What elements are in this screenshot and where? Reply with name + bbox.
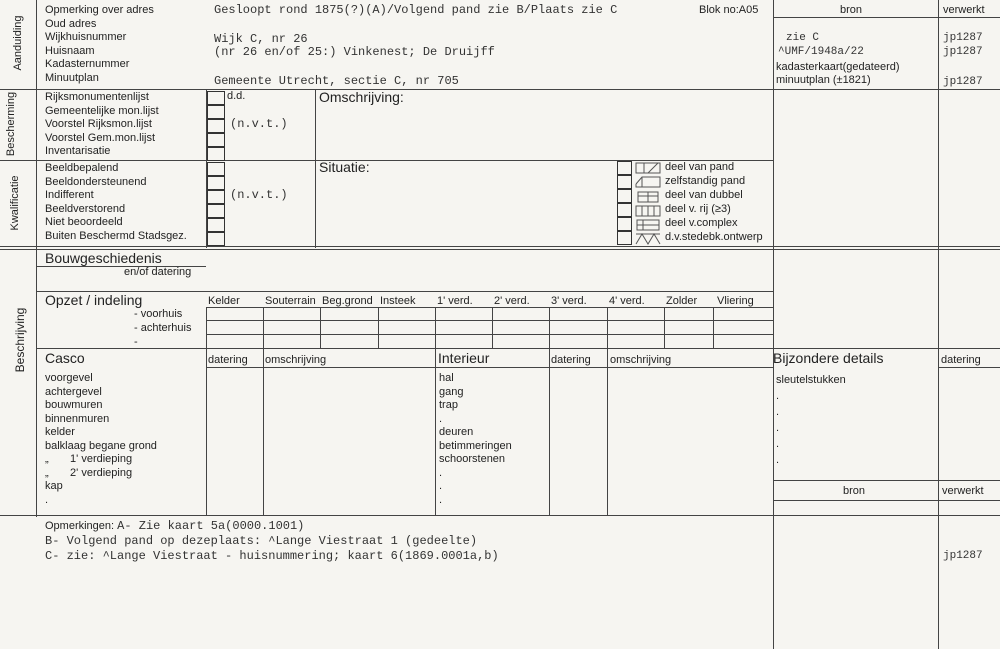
checkbox-indifferent[interactable] [207, 190, 225, 204]
field-wijkhuisnummer: Wijkhuisnummer [45, 31, 127, 43]
checkbox-buiten-beschermd[interactable] [207, 232, 225, 246]
field-opmerking-adres: Opmerking over adres [45, 4, 154, 16]
house-double-icon [638, 192, 658, 202]
field-voorstel-gem-mon-lijst: Voorstel Gem.mon.lijst [45, 131, 156, 144]
interieur-item: . [439, 412, 443, 425]
opzet-col-2-verd: 2' verd. [494, 295, 530, 307]
aanduiding-fields [45, 4, 154, 85]
interieur-item: trap [439, 399, 458, 411]
source-bron-3: kadasterkaart(gedateerd) [776, 61, 900, 73]
interieur-item: . [439, 480, 443, 492]
checkbox-stedebk-ontwerp[interactable] [617, 231, 632, 245]
situatie-stedebk-ontwerp: d.v.stedebk.ontwerp [665, 231, 763, 243]
situatie-options [665, 160, 763, 244]
value-opmerking: Gesloopt rond 1875(?)(A)/Volgend pand zie B/Plaats zie C [214, 3, 618, 17]
house-complex-icon [637, 220, 659, 230]
casco-label: Casco [45, 350, 85, 366]
interieur-item: hal [439, 372, 454, 384]
omschrijving-label: Omschrijving: [319, 89, 404, 105]
situatie-deel-van-dubbel: deel van dubbel [665, 189, 743, 201]
checkbox-beeldbepalend[interactable] [207, 162, 225, 176]
opmerkingen-verwerkt: jp1287 [943, 550, 983, 562]
source-bron-4: minuutplan (±1821) [776, 74, 871, 86]
bijzondere-item: . [776, 390, 780, 402]
bijzondere-item: . [776, 454, 780, 466]
bijzondere-item: . [776, 438, 780, 450]
blok-number [699, 4, 758, 17]
bescherming-fields [45, 91, 159, 159]
interieur-item: deuren [439, 426, 474, 438]
bijzondere-item: . [776, 406, 780, 418]
value-minuutplan: Gemeente Utrecht, sectie C, nr 705 [214, 74, 459, 88]
situatie-icons [634, 160, 664, 246]
checkbox-rijksmonumentenlijst[interactable] [207, 91, 225, 105]
casco-item: bouwmuren [45, 399, 103, 411]
casco-item: „ 2' verdieping [45, 466, 133, 479]
opzet-row-voorhuis: - voorhuis [134, 308, 183, 320]
house-detached-icon [636, 177, 660, 187]
opzet-label: Opzet / indeling [45, 292, 143, 308]
kwalificatie-fields [45, 162, 187, 243]
field-inventarisatie: Inventarisatie [45, 145, 111, 157]
casco-omschrijving-header: omschrijving [265, 354, 327, 366]
opmerking-a: A- Zie kaart 5a(0000.1001) [117, 519, 305, 533]
opzet-row-achterhuis: - achterhuis [134, 322, 192, 334]
checkbox-deel-v-rij[interactable] [617, 203, 632, 217]
bijzondere-item: . [776, 422, 780, 434]
field-voorstel-rijksmon-lijst: Voorstel Rijksmon.lijst [45, 118, 152, 130]
checkbox-gemeentelijke[interactable] [207, 105, 225, 119]
section-label-beschrijving: Beschrijving [13, 307, 27, 373]
casco-item: „ 1' verdieping [45, 453, 133, 465]
opmerking-b: B- Volgend pand op dezeplaats: ^Lange Viestraat 1 (gedeelte) [45, 534, 478, 548]
datering-sub-label: en/of datering [124, 266, 192, 278]
checkbox-beeldondersteunend[interactable] [207, 176, 225, 190]
section-label-aanduiding: Aanduiding [12, 15, 24, 71]
house-part-icon [636, 163, 660, 173]
opzet-col-insteek: Insteek [380, 295, 416, 307]
opzet-col-4-verd: 4' verd. [609, 295, 645, 307]
field-gemeentelijke-mon-lijst: Gemeentelijke mon.lijst [45, 104, 159, 117]
opzet-col-3-verd: 3' verd. [551, 295, 587, 307]
situatie-deel-van-pand: deel van pand [665, 161, 735, 173]
opmerkingen-line-a [45, 519, 304, 533]
casco-items [45, 372, 157, 507]
value-huisnaam: (nr 26 en/of 25:) Vinkenest; De Druijff [214, 45, 495, 59]
field-beeldondersteunend: Beeldondersteunend [45, 175, 147, 188]
field-kadasternummer: Kadasternummer [45, 58, 130, 70]
blok-value: A05 [738, 4, 759, 16]
field-huisnaam: Huisnaam [45, 44, 95, 57]
checkbox-niet-beoordeeld[interactable] [207, 218, 225, 232]
dd-label: d.d. [227, 90, 246, 102]
bijzondere-items [776, 372, 846, 468]
bouwgeschiedenis-label: Bouwgeschiedenis [45, 250, 162, 266]
casco-item: binnenmuren [45, 412, 110, 425]
opzet-col-vliering: Vliering [717, 295, 754, 307]
source-verwerkt-4: jp1287 [943, 76, 983, 88]
opzet-row-blank: - [134, 336, 138, 348]
casco-item: . [45, 493, 49, 506]
checkbox-voorstel-gem[interactable] [207, 133, 225, 147]
situatie-deel-v-complex: deel v.complex [665, 217, 738, 229]
header-verwerkt: verwerkt [943, 4, 985, 16]
casco-datering-header: datering [208, 354, 248, 366]
opmerkingen-label: Opmerkingen: [45, 520, 115, 532]
footer-verwerkt-header: verwerkt [942, 485, 984, 497]
source-verwerkt-1: jp1287 [943, 32, 983, 44]
interieur-omschrijving-header: omschrijving [610, 354, 672, 366]
source-bron-2: ^UMF/1948a/22 [778, 46, 864, 58]
bescherming-value: (n.v.t.) [230, 117, 288, 131]
checkbox-voorstel-rijks[interactable] [207, 119, 225, 133]
field-minuutplan: Minuutplan [45, 71, 99, 84]
interieur-item: betimmeringen [439, 439, 512, 452]
situatie-zelfstandig-pand: zelfstandig pand [665, 175, 746, 187]
urban-plan-icon [636, 234, 660, 244]
opzet-col-1-verd: 1' verd. [437, 295, 473, 307]
header-bron: bron [840, 4, 863, 16]
interieur-label: Interieur [438, 350, 490, 366]
casco-item: kelder [45, 426, 75, 438]
interieur-item: gang [439, 385, 464, 398]
bijzondere-datering-header: datering [941, 354, 981, 366]
checkbox-zelfstandig-pand[interactable] [617, 175, 632, 189]
interieur-items [439, 372, 512, 507]
interieur-datering-header: datering [551, 354, 591, 366]
checkbox-deel-v-complex[interactable] [617, 217, 632, 231]
situatie-label: Situatie: [319, 159, 370, 175]
section-label-kwalificatie: Kwalificatie [9, 175, 21, 231]
house-row-icon [636, 206, 660, 216]
opzet-col-beg-grond: Beg.grond [322, 295, 373, 307]
checkbox-deel-van-dubbel[interactable] [617, 189, 632, 203]
value-wijkhuisnummer: Wijk C, nr 26 [214, 32, 308, 46]
casco-item: achtergevel [45, 385, 102, 398]
interieur-item: schoorstenen [439, 453, 506, 465]
interieur-item: . [439, 466, 443, 479]
field-niet-beoordeeld: Niet beoordeeld [45, 216, 123, 228]
field-beeldbepalend: Beeldbepalend [45, 162, 119, 174]
bijzondere-item: sleutelstukken [776, 374, 846, 386]
opmerking-c: C- zie: ^Lange Viestraat - huisnummering; kaart 6(1869.0001a,b) [45, 549, 499, 563]
situatie-deel-v-rij: deel v. rij (≥3) [665, 203, 731, 215]
bijzondere-details-label: Bijzondere details [773, 350, 884, 366]
field-beeldverstorend: Beeldverstorend [45, 202, 126, 215]
casco-item: balklaag begane grond [45, 439, 157, 452]
checkbox-beeldverstorend[interactable] [207, 204, 225, 218]
field-indifferent: Indifferent [45, 189, 94, 201]
source-bron-1: zie C [786, 32, 820, 44]
opzet-col-zolder: Zolder [666, 295, 698, 307]
field-rijksmonumentenlijst: Rijksmonumentenlijst [45, 91, 149, 103]
source-verwerkt-2: jp1287 [943, 46, 983, 58]
casco-item: voorgevel [45, 372, 93, 384]
kwalificatie-value: (n.v.t.) [230, 188, 288, 202]
field-oud-adres: Oud adres [45, 17, 97, 30]
opzet-col-souterrain: Souterrain [265, 295, 316, 307]
footer-bron-header: bron [843, 485, 866, 497]
checkbox-deel-van-pand[interactable] [617, 161, 632, 175]
interieur-item: . [439, 493, 443, 506]
casco-item: kap [45, 480, 63, 492]
checkbox-inventarisatie[interactable] [207, 147, 225, 161]
blok-label: Blok no: [699, 4, 739, 16]
section-label-bescherming: Bescherming [5, 91, 17, 157]
opzet-col-kelder: Kelder [208, 295, 240, 307]
field-buiten-beschermd: Buiten Beschermd Stadsgez. [45, 229, 187, 242]
